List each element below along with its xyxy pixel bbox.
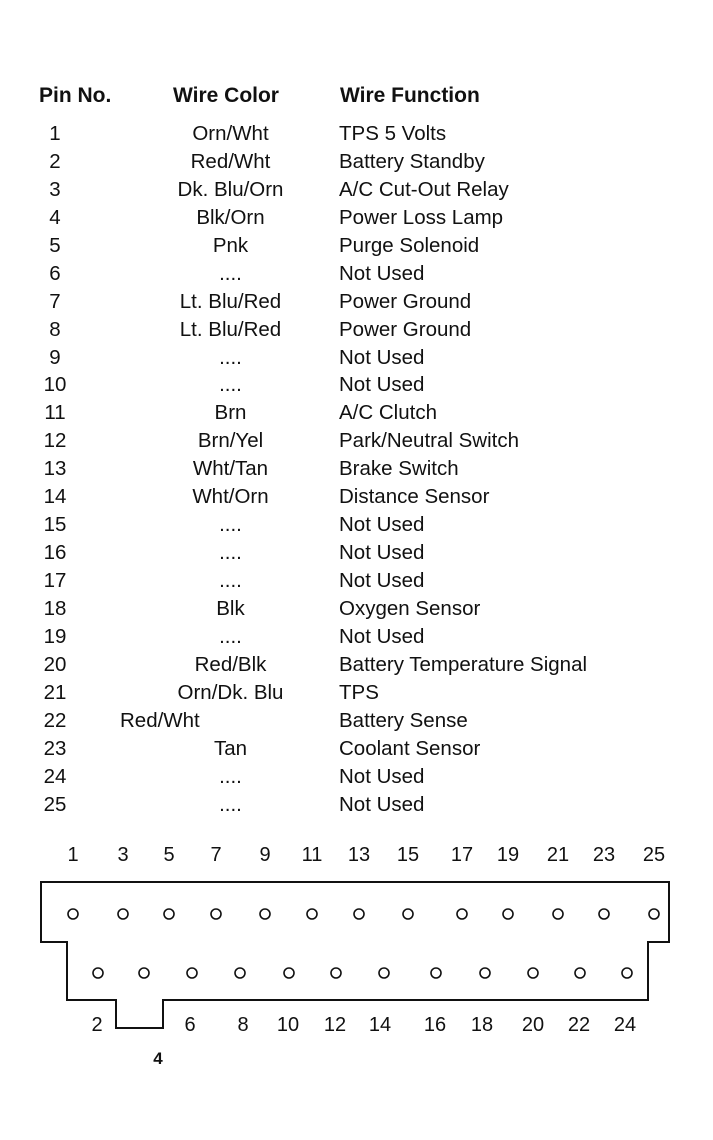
table-row <box>0 483 713 511</box>
wire-function: Battery Temperature Signal <box>339 652 588 676</box>
wire-function: Not Used <box>339 261 425 285</box>
wire-color: Brn/Yel <box>197 429 264 453</box>
wire-color: Brn <box>214 401 247 425</box>
table-row <box>0 204 713 232</box>
wire-function: Oxygen Sensor <box>339 596 481 620</box>
wire-function: Not Used <box>339 541 425 565</box>
pin-number: 3 <box>49 177 61 201</box>
wire-color: .... <box>219 513 242 537</box>
wire-color: Wht/Tan <box>192 457 269 481</box>
pin-label: 20 <box>521 1014 545 1036</box>
wire-color: Blk <box>216 596 245 620</box>
pin-hole <box>431 968 441 978</box>
pin-hole <box>260 909 270 919</box>
wire-color: .... <box>219 373 242 397</box>
pin-hole <box>622 968 632 978</box>
pinout-table <box>0 120 713 818</box>
table-row <box>0 316 713 344</box>
pin-hole <box>354 909 364 919</box>
pin-hole <box>139 968 149 978</box>
wire-color: .... <box>219 764 242 788</box>
table-row <box>0 539 713 567</box>
pin-hole <box>284 968 294 978</box>
pin-number: 17 <box>43 569 67 592</box>
pin-label: 5 <box>163 844 175 866</box>
table-row <box>0 567 713 595</box>
wire-color: Pnk <box>212 233 249 257</box>
pin-hole <box>211 909 221 919</box>
table-row <box>0 791 713 819</box>
pin-number: 21 <box>43 680 67 704</box>
pin-label: 3 <box>117 844 129 866</box>
wire-color: Blk/Orn <box>196 205 265 229</box>
wire-function: TPS 5 Volts <box>339 122 447 145</box>
table-row <box>0 427 713 455</box>
pin-label: 25 <box>642 844 666 866</box>
pin-number: 18 <box>43 596 67 620</box>
pin-label: 4 <box>153 1049 163 1068</box>
pin-hole <box>307 909 317 919</box>
pin-number: 25 <box>43 792 67 816</box>
wire-color: .... <box>219 792 242 816</box>
pin-hole <box>403 909 413 919</box>
pin-label: 15 <box>396 844 420 866</box>
wire-color: .... <box>219 345 242 369</box>
table-row <box>0 344 713 372</box>
wire-function: A/C Clutch <box>339 401 437 425</box>
wire-function: Not Used <box>339 345 425 369</box>
wire-color: Lt. Blu/Red <box>179 289 282 313</box>
wire-color: Red/Blk <box>194 652 267 676</box>
wire-function: Power Loss Lamp <box>339 205 504 229</box>
wire-function: Coolant Sensor <box>339 736 481 760</box>
wire-function: Park/Neutral Switch <box>339 429 520 453</box>
pin-label: 13 <box>347 844 371 866</box>
wire-function: Distance Sensor <box>339 485 490 509</box>
pin-label: 12 <box>323 1014 347 1036</box>
pin-number: 24 <box>43 764 67 788</box>
wire-color: .... <box>219 624 242 648</box>
wire-color: Red/Wht <box>190 149 271 173</box>
pin-label: 21 <box>546 844 570 866</box>
pin-label: 14 <box>368 1014 392 1036</box>
pin-hole <box>379 968 389 978</box>
table-row <box>0 679 713 707</box>
pin-number: 11 <box>44 401 66 425</box>
wire-color: .... <box>219 261 242 285</box>
table-row <box>0 148 713 176</box>
pin-hole <box>649 909 659 919</box>
pin-hole <box>118 909 128 919</box>
wire-color: Tan <box>213 736 248 760</box>
pin-number: 23 <box>43 736 67 760</box>
pin-label: 19 <box>496 844 520 866</box>
wire-function: Battery Standby <box>339 149 485 173</box>
wire-color: Orn/Wht <box>192 122 269 145</box>
pin-label: 11 <box>301 844 323 866</box>
pin-number: 8 <box>49 317 61 341</box>
connector-outline <box>41 882 669 1028</box>
pin-hole <box>235 968 245 978</box>
wire-function: Power Ground <box>339 289 472 313</box>
wire-function: Purge Solenoid <box>339 233 480 257</box>
table-row <box>0 511 713 539</box>
wire-function: A/C Cut-Out Relay <box>339 177 509 201</box>
pin-hole <box>575 968 585 978</box>
wire-function: Not Used <box>339 792 425 816</box>
wire-function: TPS <box>339 680 379 704</box>
pin-number: 4 <box>49 205 61 229</box>
table-row <box>0 288 713 316</box>
pin-hole <box>599 909 609 919</box>
pin-label: 1 <box>67 844 79 866</box>
pin-label: 7 <box>210 844 222 866</box>
table-row <box>0 595 713 623</box>
wire-function: Not Used <box>339 373 425 397</box>
wire-color: Orn/Dk. Blu <box>177 680 284 704</box>
pin-label: 24 <box>613 1014 637 1036</box>
wire-function: Not Used <box>339 624 425 648</box>
table-row <box>0 399 713 427</box>
wire-function: Battery Sense <box>339 708 468 732</box>
wire-color: Dk. Blu/Orn <box>177 177 284 201</box>
pin-hole <box>457 909 467 919</box>
pin-number: 5 <box>49 233 61 257</box>
pin-number: 10 <box>43 373 67 397</box>
header-wire-function: Wire Function <box>340 84 480 107</box>
wire-function: Not Used <box>339 513 425 537</box>
pin-hole <box>187 968 197 978</box>
pin-hole <box>93 968 103 978</box>
pin-hole <box>331 968 341 978</box>
table-row <box>0 707 713 735</box>
table-row <box>0 232 713 260</box>
pin-label: 6 <box>184 1014 196 1036</box>
table-row <box>0 371 713 399</box>
pin-hole <box>68 909 78 919</box>
pin-hole <box>528 968 538 978</box>
pin-number: 13 <box>43 457 67 481</box>
table-row <box>0 455 713 483</box>
pin-number: 6 <box>49 261 61 285</box>
pin-label: 2 <box>91 1014 103 1036</box>
pin-number: 1 <box>49 122 61 145</box>
wire-function: Not Used <box>339 764 425 788</box>
pin-label: 9 <box>259 844 271 866</box>
pin-number: 2 <box>49 149 61 173</box>
table-row <box>0 120 713 148</box>
connector-diagram <box>0 830 713 1090</box>
table-row <box>0 260 713 288</box>
wire-function: Power Ground <box>339 317 472 341</box>
table-row <box>0 763 713 791</box>
pin-number: 12 <box>43 429 67 453</box>
pin-number: 22 <box>43 708 67 732</box>
pin-number: 14 <box>43 485 67 509</box>
pin-label: 16 <box>423 1014 447 1036</box>
wire-color: .... <box>219 541 242 565</box>
table-row <box>0 176 713 204</box>
pin-hole <box>503 909 513 919</box>
pin-hole <box>164 909 174 919</box>
header-pin-no: Pin No. <box>39 84 112 107</box>
wire-color: Lt. Blu/Red <box>179 317 282 341</box>
table-row <box>0 735 713 763</box>
pin-label: 18 <box>470 1014 494 1036</box>
table-row <box>0 651 713 679</box>
pin-label: 10 <box>276 1014 300 1036</box>
wire-function: Not Used <box>339 569 425 592</box>
wire-color: Red/Wht <box>120 708 200 732</box>
header-wire-color: Wire Color <box>173 84 279 107</box>
pin-number: 20 <box>43 652 67 676</box>
wire-color: .... <box>219 569 242 592</box>
pin-holes <box>68 909 659 978</box>
wire-function: Brake Switch <box>339 457 459 481</box>
pin-number: 9 <box>49 345 61 369</box>
pin-hole <box>553 909 563 919</box>
table-row <box>0 623 713 651</box>
pin-number: 16 <box>43 541 67 565</box>
pin-number: 19 <box>43 624 67 648</box>
pin-hole <box>480 968 490 978</box>
pin-label: 23 <box>592 844 616 866</box>
wire-color: Wht/Orn <box>192 485 269 509</box>
pin-number: 15 <box>43 513 67 537</box>
pin-label: 8 <box>237 1014 249 1036</box>
connector-drawing <box>0 830 713 1090</box>
pin-label: 22 <box>567 1014 591 1036</box>
pin-label: 17 <box>450 844 474 866</box>
pin-number: 7 <box>49 289 61 313</box>
